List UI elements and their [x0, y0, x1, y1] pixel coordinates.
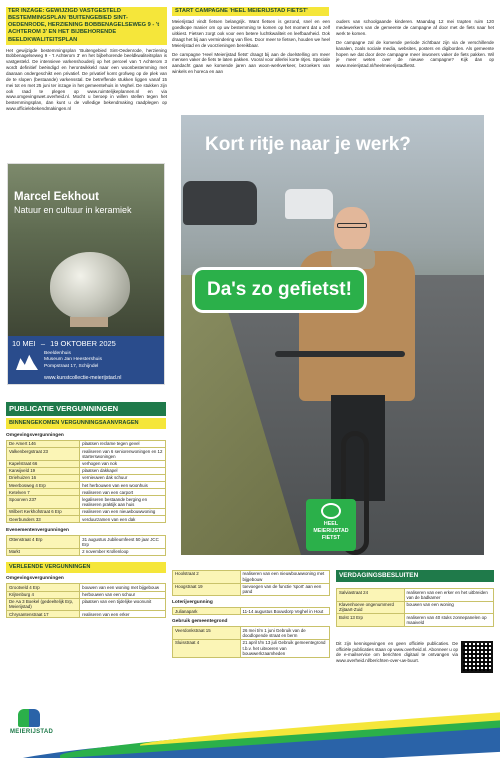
table-cell-location: Driehuizen 16: [7, 475, 80, 482]
museum-info: [44, 351, 102, 370]
table-cell-location: Meerbosweg 4 Erp: [7, 482, 80, 489]
car-1: [183, 181, 257, 225]
sculpture-base: [70, 317, 108, 327]
person-scarf: [331, 249, 375, 269]
omgeving-label: Omgevingsvergunningen: [6, 432, 64, 438]
ter-inzage-body: Het gewijzigde bestemmingsplan 'Buitengebied Sint-Oedenrode, herziening Bobbenagelseweg 9 - 't Achterom 3' en het bijbehorende beeldkwaliteitsplan is vastgesteld. De intensieve varkenshouderij op het perceel van 't Achterom 3 wordt definitief beëindigd en herontwikkeld naar een woonbestemming met daaraan ondergeschikt een privatief. De privatief komt grofweg op de plek van de te slopen (bestaande) varkensstal. De betreffende stukken liggen vanaf 15 mei tot en met 25 juni ter inzage in het gemeentehuis in Veghel. De stukken zijn ook raad te plegen op www.ruimtelijkeplannen.nl en via www.omgevingswet.overheid.nl. Mocht u beroep in willen stellen tegen het bestemmingsplan, dan kunt u de volledige bekendmaking raadplegen op www.officielebekendmakingen.nl: [6, 47, 167, 112]
table-cell-description: het herbouwen van een woonhuis: [80, 482, 166, 489]
ad-url[interactable]: www.kunstcollectie-meierijstad.nl: [44, 375, 122, 381]
table-cell-description: 31 augustus Jubileumfeest 50 jaar JCC Erp: [80, 536, 166, 549]
binnengekomen-title: BINNENGEKOMEN VERGUNNINGSAANVRAGEN: [6, 418, 166, 429]
gebruik-label: Gebruik gemeentegrond: [172, 619, 228, 625]
table-cell-description: realiseren van 6 seniorenwoningen en 12 starterswoningen: [80, 448, 166, 461]
campaign-col2-p2: De campagne zal de komende periode zichtbaar zijn via de verschillende kanalen, zoals sociale media, websites, posters en digiborden. Als gemeente hopen we dat door deze campagne meer inwoners vaker de fiets pakken. Wil je meer weten over de nieuwe campagne? Kijk dan op www.meierijstad.nl/heelmeierijstadfietst.: [336, 39, 494, 69]
sculpture-image: [50, 252, 130, 320]
campaign-col-2: [336, 19, 494, 78]
table-row: [7, 611, 166, 618]
table-row: [7, 548, 166, 555]
table-row: [7, 448, 166, 461]
table-cell-description: plaatsen dakkapel: [80, 467, 166, 474]
verleend-table: [6, 583, 166, 618]
date-sep: –: [40, 339, 46, 348]
table-cell-description: legaliseren bestaande berging en realiseren praktijk aan huis: [80, 496, 166, 509]
table-cell-description: realiseren van 40 stuks zonnepanelen op maaiveld: [404, 614, 494, 627]
table-row: [7, 460, 166, 467]
campaign-col2-p1: ouders van schoolgaande kinderen. Maandag 12 mei trapten ruim 120 medewerkers van de gemeente de campagne af door met de fiets naar het werk te komen.: [336, 19, 494, 36]
table-cell-location: Ottenstraat 4 Erp: [7, 536, 80, 549]
footer: [0, 705, 500, 758]
table-row: [7, 509, 166, 516]
table-row: [7, 516, 166, 523]
table-row: [173, 640, 330, 658]
table-cell-description: realiseren van een erker en het uitbreiden van de badkamer: [404, 589, 494, 602]
table-row: [7, 467, 166, 474]
campaign-col-1: [172, 19, 330, 78]
table-row: [337, 601, 494, 614]
table-cell-location: Grootveld 4 Erp: [7, 584, 80, 591]
table-cell-description: bouwen van een woning met bijgebouw: [80, 584, 166, 591]
middle-tables: [172, 570, 330, 658]
campaign-poster: [181, 115, 484, 555]
omgeving-table: [6, 440, 166, 523]
table-cell-description: 2 november Krollenloop: [80, 548, 166, 555]
campaign-heading: START CAMPAGNE 'HEEL MEIERIJSTAD FIETST': [172, 7, 329, 16]
campaign-text-columns: [172, 19, 494, 78]
exhibition-ad: [7, 163, 165, 385]
campaign-col1-p1: Meierijstad vindt fietsen belangrijk. Want fietsen is gezond, snel en een goedkope manier om op uw bestemming te komen op het moment dat u zelf uitkiest. Fietsen zorgt ook voor een betere luchtkwaliteit en leefbaarheid. Ook draagt het bij aan vermindering van files. Door meer te fietsen, houden we heel Meierijstad en de voorzieningen bereikbaar.: [172, 19, 330, 48]
ter-inzage-heading: TER INZAGE: GEWIJZIGD VASTGESTELD BESTEMMINGSPLAN 'BUITENGEBIED SINT-OEDENRODE, HERZIENING BOBBENAGELSEWEG 9 - 't ACHTEROM 3' EN HET BIJBEHORENDE BEELDKWALITEITSPLAN: [6, 7, 167, 45]
gebruik-table: [172, 626, 330, 657]
table-cell-description: plaatsen van een tijdelijke woonunit: [80, 598, 166, 611]
poster-slogan: Da's zo gefietst!: [195, 270, 364, 310]
table-cell-location: De Aa 3 Boekel (gedeeltelijk Erp, Meierijstad): [7, 598, 80, 611]
ter-inzage-section: [6, 7, 167, 115]
museum-line-3: Pompstraat 17, Schijndel: [44, 363, 99, 369]
table-row: [7, 441, 166, 448]
table-cell-description: realiseren van een erker: [80, 611, 166, 618]
table-row: [7, 496, 166, 509]
table-row: [7, 489, 166, 496]
table-cell-description: plaatsen reclame tegen gevel: [80, 441, 166, 448]
verdaging-table: [336, 588, 494, 627]
table-row: [337, 614, 494, 627]
table-cell-location: Markt: [7, 548, 80, 555]
footer-logo-text: MEIERIJSTAD: [10, 729, 54, 735]
evenement-label: Evenementenvergunningen: [6, 528, 69, 534]
ad-subtitle: Natuur en cultuur in keramiek: [14, 205, 132, 215]
qr-code-icon[interactable]: [461, 641, 493, 673]
table-cell-location: Geerbunders 33: [7, 516, 80, 523]
campaign-col1-p2: De campagne 'Heel Meierijstad fietst' draagt bij aan de doelstelling om meer mensen vaker de fiets te laten pakken. Vooral voor allerlei korte ritjes. Speciale aandacht gaan we komende jaren aan woon-werkverkeer, bezoekers van winkels en horeca en aan: [172, 51, 330, 75]
person-glasses: [337, 223, 367, 228]
table-cell-description: realiseren van een nieuwbouwwoning: [80, 509, 166, 516]
table-row: [173, 627, 330, 640]
table-row: [173, 583, 330, 596]
table-cell-location: Wilbert Kerkhofstraat 6 Erp: [7, 509, 80, 516]
car-2: [285, 189, 333, 219]
table-cell-description: realiseren van een nieuwbouwwoning met bijgebouw: [240, 571, 330, 584]
table-row: [7, 536, 166, 549]
table-cell-description: realiseren van een carport: [80, 489, 166, 496]
ad-info-band: [8, 336, 165, 385]
museum-line-2: Museum Jan Heestershuis: [44, 357, 102, 363]
table-cell-description: herbouwen van een schuur: [80, 591, 166, 598]
verleend-omgeving-label: Omgevingsvergunningen: [6, 576, 64, 582]
table-cell-location: Kapelstraat 66: [7, 460, 80, 467]
publicatie-section: [6, 402, 166, 618]
verdaging-section: [336, 570, 494, 673]
table-row: [7, 482, 166, 489]
table-cell-location: De Amert 146: [7, 441, 80, 448]
table-cell-location: Bolst 13 Erp: [337, 614, 405, 627]
table-cell-location: Hoolstraat 2: [173, 571, 241, 584]
poster-headline: Kort ritje naar je werk?: [205, 134, 411, 155]
table-cell-description: 11-14 augustus Bouwdorp Veghel in Hout: [240, 608, 330, 615]
table-cell-location: Salviastraat 24: [337, 589, 405, 602]
table-cell-location: Krijtenburg 4: [7, 591, 80, 598]
table-cell-location: Ketelven 7: [7, 489, 80, 496]
verleende-title: VERLEENDE VERGUNNINGEN: [6, 562, 166, 573]
campaign-badge: [306, 499, 356, 551]
table-row: [7, 598, 166, 611]
table-cell-location: Karwijveld 19: [7, 467, 80, 474]
artist-name: Marcel Eekhout: [14, 191, 99, 203]
person-head: [334, 207, 370, 251]
table-cell-description: verhogen van nok: [80, 460, 166, 467]
table-cell-description: verduurzamen van een dak: [80, 516, 166, 523]
table-cell-location: Valkenbergstraat 23: [7, 448, 80, 461]
verdaging-note: Dit zijn kennisgevingen en geen officiële publicaties. De officiële publicaties staan op www.overheid.nl. Abonneer u op de e-mailservice om berichten digitaal te ontvangen via www.overheid.nl/berichten-over-uw-buurt.: [336, 640, 458, 664]
table-row: [7, 584, 166, 591]
middle-top-table: [172, 570, 330, 596]
table-cell-location: Veerdonkstraat 15: [173, 627, 241, 640]
campaign-section: [172, 7, 494, 78]
loterij-label: Loterijvergunning: [172, 600, 213, 606]
table-cell-description: toevoegen van de functie 'sport' aan een pand: [240, 583, 330, 596]
badge-line-3: FIETST: [321, 534, 341, 541]
table-cell-description: bouwen van een woning: [404, 601, 494, 614]
table-cell-description: 21 april t/m 13 juli Gebruik gemeentegrond t.b.v. het uitvoeren van bouwwerkzaamheden: [240, 640, 330, 658]
museum-logo-icon: [16, 353, 38, 370]
table-cell-location: Hoogstraat 19: [173, 583, 241, 596]
museum-line-1: Beeldenhuis: [44, 351, 71, 356]
ad-dates: [12, 339, 116, 349]
table-cell-location: Spoorven 237: [7, 496, 80, 509]
table-cell-location: Klavenhoeve ongenummerd Zijtaart-Zuid: [337, 601, 405, 614]
table-row: [7, 591, 166, 598]
table-row: [7, 475, 166, 482]
badge-line-1: HEEL: [323, 521, 339, 527]
meierijstad-logo-icon: [18, 709, 40, 727]
date-start: 10 MEI: [12, 339, 36, 348]
badge-line-2: MEIERIJSTAD: [313, 527, 349, 534]
table-cell-location: Julianapark: [173, 608, 241, 615]
verdaging-note-row: [336, 641, 494, 673]
date-end: 19 OKTOBER 2025: [50, 339, 116, 348]
evenement-table: [6, 535, 166, 556]
table-cell-description: vernieuwen dak schuur: [80, 475, 166, 482]
table-row: [337, 589, 494, 602]
bicycle-handlebar: [275, 351, 405, 357]
verdaging-title: VERDAGINGSBESLUITEN: [336, 570, 494, 582]
table-row: [173, 608, 330, 615]
publicatie-title: PUBLICATIE VERGUNNINGEN: [6, 402, 166, 416]
table-cell-description: 26 mei t/m 1 juni Gebruik van de doodlopende straat en berm: [240, 627, 330, 640]
table-row: [173, 571, 330, 584]
table-cell-location: Chrysantenstraat 17: [7, 611, 80, 618]
bicycle-icon: [321, 503, 341, 519]
table-cell-location: Sluisstraat 4: [173, 640, 241, 658]
loterij-table: [172, 607, 330, 615]
